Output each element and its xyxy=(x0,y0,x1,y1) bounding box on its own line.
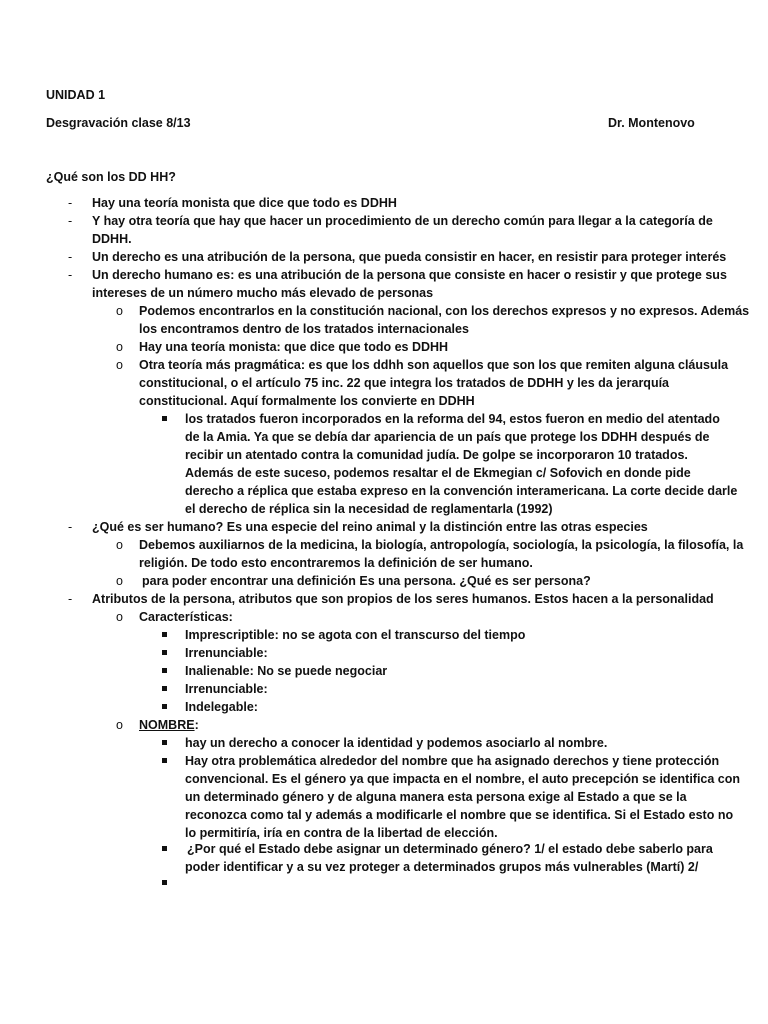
text-line: un determinado género y de alguna manera esta persona exige al Estado a que se la xyxy=(185,790,687,804)
nombre-label: NOMBRE xyxy=(139,718,195,732)
text-line: reconozca como tal y además a modificarle el nombre que se identifica. Si el Estado esto no xyxy=(185,808,734,822)
text-line: convencional. Es el género ya que impacta en el nombre, el auto precepción se identifica con xyxy=(185,772,741,786)
nombre-colon: : xyxy=(194,718,199,732)
circle-marker: o xyxy=(116,610,123,624)
dash-marker: - xyxy=(68,250,73,264)
square-bullet xyxy=(162,668,167,673)
text-line: lo permitiría, iría en contra de la libertad de elección. xyxy=(185,826,498,840)
unit-heading: UNIDAD 1 xyxy=(46,88,106,102)
square-bullet xyxy=(162,880,167,885)
text-line: constitucional, o el artículo 75 inc. 22 que integra los tratados de DDHH y les da jerarquía xyxy=(139,376,670,390)
text-line: el derecho de réplica sin la necesidad de reglamentarla (1992) xyxy=(185,502,553,516)
text-line: Otra teoría más pragmática: es que los ddhh son aquellos que son los que remiten alguna cláusula xyxy=(139,358,729,372)
nombre-heading xyxy=(139,716,199,734)
text-line: de la Amia. Ya que se debía dar apariencia de un país que protege los DDHH después de xyxy=(185,430,710,444)
text-line: religión. De todo esto encontraremos la definición de ser humano. xyxy=(139,556,533,570)
text-line: ¿Por qué el Estado debe asignar un determinado género? 1/ el estado debe saberlo para xyxy=(187,842,713,856)
text-line: Un derecho es una atribución de la persona, que pueda consistir en hacer, en resistir para proteger interés xyxy=(92,250,727,264)
text-line: Características: xyxy=(139,610,233,624)
square-bullet xyxy=(162,740,167,745)
text-line: Hay otra problemática alrededor del nombre que ha asignado derechos y tiene protección xyxy=(185,754,720,768)
square-bullet xyxy=(162,704,167,709)
square-bullet xyxy=(162,632,167,637)
text-line: Atributos de la persona, atributos que son propios de los seres humanos. Estos hacen a la personalidad xyxy=(92,592,714,606)
square-bullet xyxy=(162,416,167,421)
text-line: hay un derecho a conocer la identidad y podemos asociarlo al nombre. xyxy=(185,736,608,750)
class-title: Desgravación clase 8/13 xyxy=(46,116,191,130)
text-line: Además de este suceso, podemos resaltar el de Ekmegian c/ Sofovich en donde pide xyxy=(185,466,691,480)
text-line: constitucional. Aquí formalmente los convierte en DDHH xyxy=(139,394,475,408)
text-line: Irrenunciable: xyxy=(185,646,268,660)
text-line: Hay una teoría monista que dice que todo es DDHH xyxy=(92,196,397,210)
circle-marker: o xyxy=(116,574,123,588)
text-line: Indelegable: xyxy=(185,700,258,714)
text-line: Un derecho humano es: es una atribución de la persona que consiste en hacer o resistir y que protege sus xyxy=(92,268,727,282)
text-line: Irrenunciable: xyxy=(185,682,268,696)
question-heading: ¿Qué son los DD HH? xyxy=(46,170,176,184)
text-line: para poder encontrar una definición Es una persona. ¿Qué es ser persona? xyxy=(142,574,591,588)
text-line: Y hay otra teoría que hay que hacer un procedimiento de un derecho común para llegar a la categoría de xyxy=(92,214,713,228)
text-line: Podemos encontrarlos en la constitución nacional, con los derechos expresos y no expresos. Además xyxy=(139,304,750,318)
text-line: DDHH. xyxy=(92,232,132,246)
text-line: recibir un atentado contra la comunidad judía. De golpe se incorporaron 10 tratados. xyxy=(185,448,688,462)
dash-marker: - xyxy=(68,196,73,210)
circle-marker: o xyxy=(116,358,123,372)
circle-marker: o xyxy=(116,340,123,354)
text-line: Hay una teoría monista: que dice que todo es DDHH xyxy=(139,340,449,354)
circle-marker: o xyxy=(116,718,123,732)
square-bullet xyxy=(162,686,167,691)
square-bullet xyxy=(162,846,167,851)
square-bullet xyxy=(162,650,167,655)
text-line: Imprescriptible: no se agota con el transcurso del tiempo xyxy=(185,628,526,642)
square-bullet xyxy=(162,758,167,763)
text-line: los tratados fueron incorporados en la reforma del 94, estos fueron en medio del atentado xyxy=(185,412,720,426)
circle-marker: o xyxy=(116,304,123,318)
text-line: Debemos auxiliarnos de la medicina, la biología, antropología, sociología, la psicología, la filosofía, la xyxy=(139,538,744,552)
text-line: derecho a réplica que estaba expreso en la convención interamericana. La corte decide darle xyxy=(185,484,738,498)
text-line: Inalienable: No se puede negociar xyxy=(185,664,388,678)
dash-marker: - xyxy=(68,268,73,282)
text-line: poder identificar y a su vez proteger a determinados grupos más vulnerables (Martí) 2/ xyxy=(185,860,699,874)
dash-marker: - xyxy=(68,214,73,228)
text-line: intereses de un número mucho más elevado de personas xyxy=(92,286,434,300)
text-line: ¿Qué es ser humano? Es una especie del reino animal y la distinción entre las otras especies xyxy=(92,520,648,534)
author-name: Dr. Montenovo xyxy=(608,116,695,130)
dash-marker: - xyxy=(68,520,73,534)
circle-marker: o xyxy=(116,538,123,552)
dash-marker: - xyxy=(68,592,73,606)
text-line: los encontramos dentro de los tratados internacionales xyxy=(139,322,469,336)
